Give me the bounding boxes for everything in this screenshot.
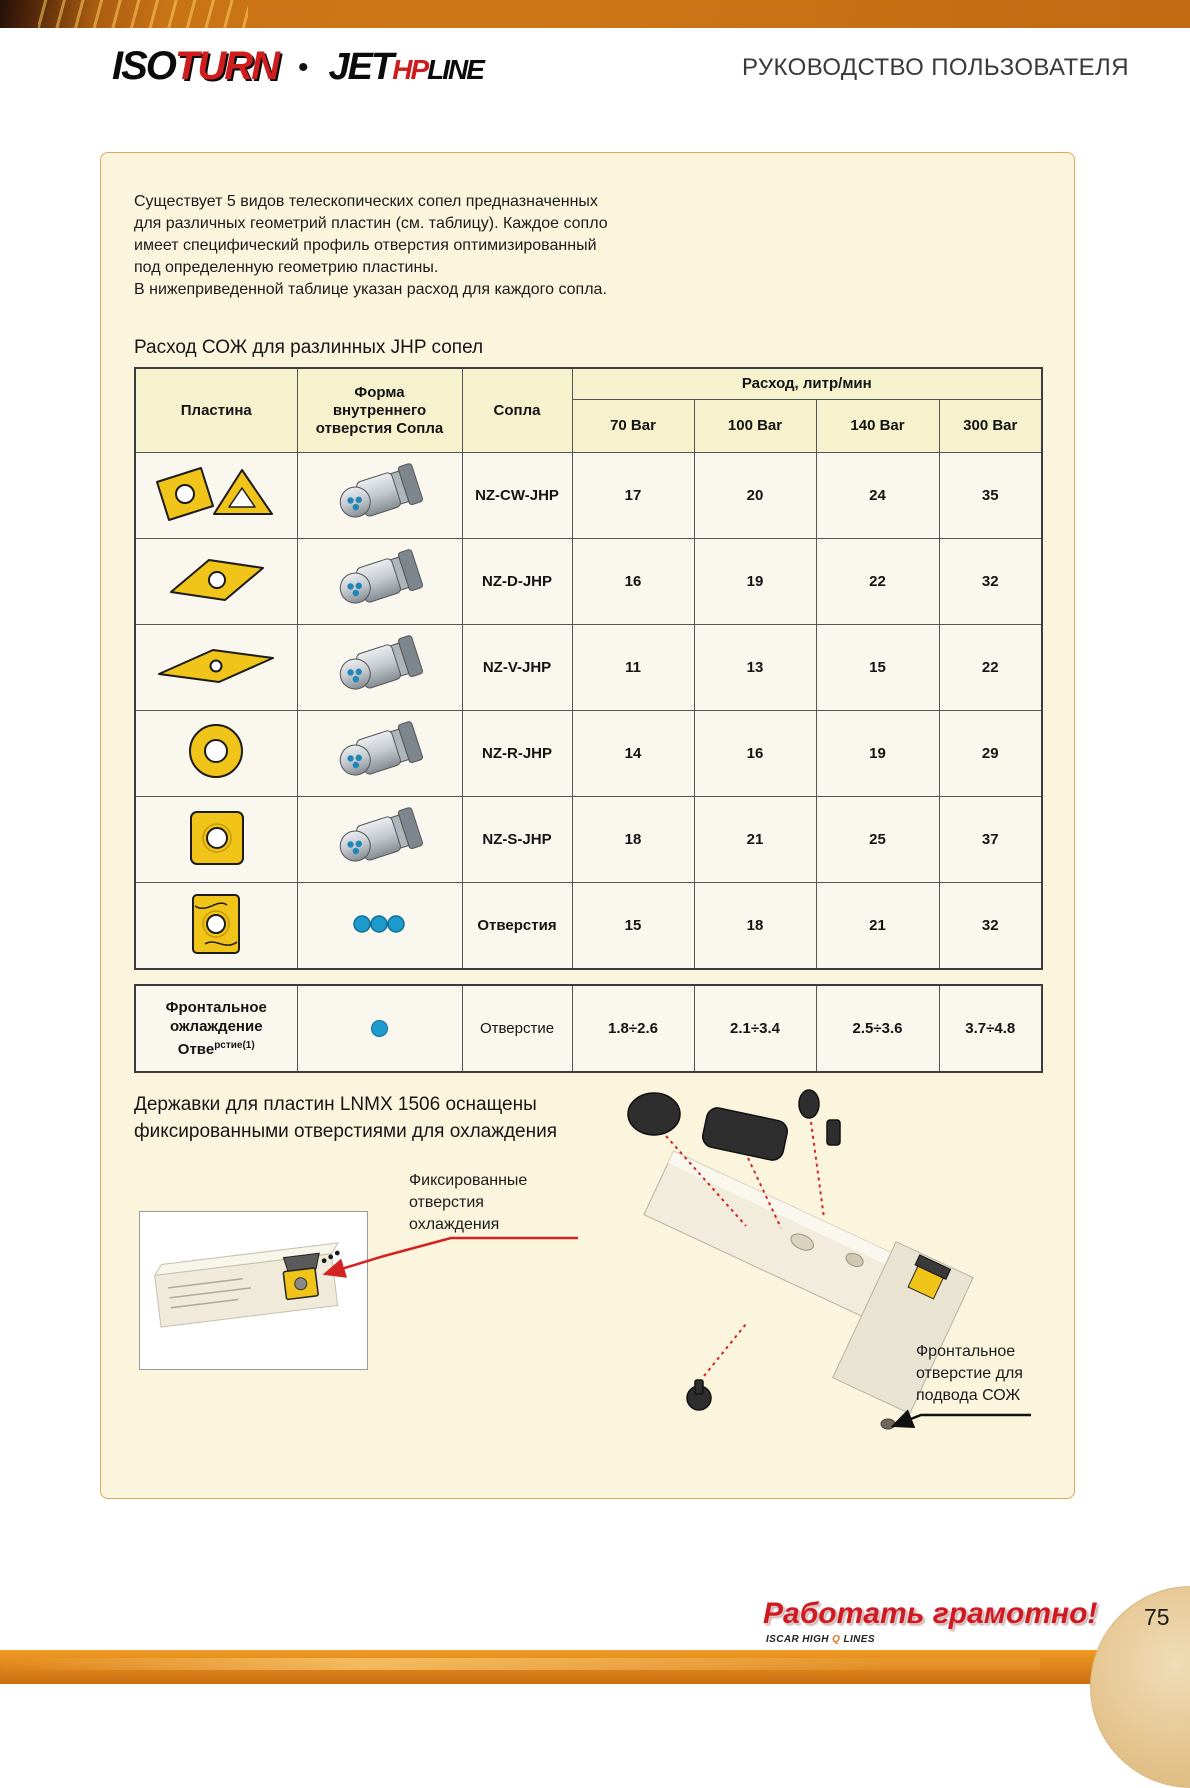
flow-300bar-cell: 35 [939, 453, 1042, 539]
nozzle-shape-cell [297, 539, 462, 625]
nozzle-name-cell: NZ-V-JHP [462, 625, 572, 711]
flow-100bar-cell: 21 [694, 797, 816, 883]
callout-line: Фиксированные [409, 1172, 528, 1189]
section-heading-line: фиксированными отверстиями для охлаждения [134, 1121, 557, 1142]
toolholder-photo-frame [139, 1211, 368, 1370]
flow-140bar-cell: 22 [816, 539, 939, 625]
flow-300bar-cell: 32 [939, 539, 1042, 625]
jethpline-logo-line: LINE [427, 54, 483, 85]
flow-70bar-cell: 14 [572, 711, 694, 797]
gold-swoosh-decoration [38, 0, 248, 28]
callout-line: подвода СОЖ [916, 1387, 1021, 1404]
flow-100bar-cell: 20 [694, 453, 816, 539]
nozzle-name-cell: NZ-CW-JHP [462, 453, 572, 539]
coolant-flow-table [134, 367, 1043, 970]
col-header-nozzle: Сопла [462, 368, 572, 453]
flow-300bar-cell: 32 [939, 883, 1042, 970]
isoturn-logo [112, 44, 278, 89]
frontal-cooling-row [135, 985, 1042, 1072]
callout-line: охлаждения [409, 1216, 500, 1233]
isoturn-logo-iso: ISO [112, 44, 175, 88]
header-logos [112, 44, 483, 90]
nozzle-name-cell: Отверстие [462, 985, 572, 1072]
table-row-nz-cw-jhp [135, 453, 1042, 539]
nozzle-name-cell: Отверстия [462, 883, 572, 970]
col-header-300bar: 300 Bar [939, 400, 1042, 453]
frontal-cooling-label [135, 985, 297, 1072]
nozzle-name-cell: NZ-D-JHP [462, 539, 572, 625]
flow-300bar-cell: 3.7÷4.8 [939, 985, 1042, 1072]
flow-70bar-cell: 16 [572, 539, 694, 625]
insert-shape-cell [135, 711, 297, 797]
callout-line: отверстие для [916, 1365, 1023, 1382]
frontal-label-line: Отве$^{рстие(1)}$ [177, 1040, 255, 1058]
telescopic-nozzle-icon [315, 548, 445, 612]
rhomboid-and-triangle-inserts-icon [151, 462, 281, 526]
toolholder-photo [140, 1212, 367, 1369]
telescopic-nozzle-icon [315, 462, 445, 526]
bottom-orange-band [0, 1650, 1190, 1684]
flow-70bar-cell: 11 [572, 625, 694, 711]
nozzle-shape-cell [297, 883, 462, 970]
nozzle-name-cell: NZ-R-JHP [462, 711, 572, 797]
single-hole-icon [371, 1020, 388, 1037]
document-title: РУКОВОДСТВО ПОЛЬЗОВАТЕЛЯ [742, 54, 1129, 81]
jethpline-logo [329, 46, 483, 89]
top-orange-bar [0, 0, 1190, 28]
frontal-cooling-table [134, 984, 1043, 1073]
insert-shape-cell [135, 539, 297, 625]
flow-100bar-cell: 16 [694, 711, 816, 797]
frontal-label-line: Фронтальное [165, 999, 267, 1016]
col-header-70bar: 70 Bar [572, 400, 694, 453]
intro-line: В нижеприведенной таблице указан расход для каждого сопла. [134, 281, 607, 298]
intro-paragraph [134, 191, 608, 301]
diamond-insert-icon [151, 548, 281, 612]
flow-300bar-cell: 29 [939, 711, 1042, 797]
flow-140bar-cell: 19 [816, 711, 939, 797]
col-header-shape: Форма внутреннего отверстия Сопла [297, 368, 462, 453]
flow-300bar-cell: 37 [939, 797, 1042, 883]
col-header-140bar: 140 Bar [816, 400, 939, 453]
three-holes-icon [315, 892, 445, 956]
flow-100bar-cell: 19 [694, 539, 816, 625]
table-row-nz-r-jhp [135, 711, 1042, 797]
callout-line: отверстия [409, 1194, 484, 1211]
nozzle-name-cell: NZ-S-JHP [462, 797, 572, 883]
insert-shape-cell [135, 453, 297, 539]
nozzle-shape-cell [297, 797, 462, 883]
slogan-text: Работать грамотно! [763, 1597, 1098, 1630]
table-row-nz-d-jhp [135, 539, 1042, 625]
section-heading-line: Державки для пластин LNMX 1506 оснащены [134, 1094, 537, 1115]
flow-300bar-cell: 22 [939, 625, 1042, 711]
insert-shape-cell [135, 625, 297, 711]
intro-line: имеет специфический профиль отверстия оптимизированный [134, 237, 597, 254]
nozzle-shape-cell [297, 985, 462, 1072]
jethpline-logo-jet: JET [328, 46, 393, 88]
intro-line: для различных геометрий пластин (см. таблицу). Каждое сопло [134, 215, 608, 232]
intro-line: Существует 5 видов телескопических сопел предназначенных [134, 193, 598, 210]
iscar-highqlines-logo: ISCAR HIGH Q LINES [766, 1634, 875, 1645]
table-row-nz-s-jhp [135, 797, 1042, 883]
band-shine-decoration [0, 1658, 1040, 1670]
nozzle-shape-cell [297, 453, 462, 539]
flow-70bar-cell: 18 [572, 797, 694, 883]
flow-100bar-cell: 13 [694, 625, 816, 711]
col-header-insert: Пластина [135, 368, 297, 453]
nozzle-shape-cell [297, 711, 462, 797]
telescopic-nozzle-icon [315, 634, 445, 698]
flow-140bar-cell: 24 [816, 453, 939, 539]
table-row-nz-v-jhp [135, 625, 1042, 711]
flow-70bar-cell: 15 [572, 883, 694, 970]
q-icon: Q [832, 1634, 841, 1645]
flow-100bar-cell: 18 [694, 883, 816, 970]
table-row-holes [135, 883, 1042, 970]
flow-140bar-cell: 2.5÷3.6 [816, 985, 939, 1072]
telescopic-nozzle-icon [315, 806, 445, 870]
content-panel [100, 152, 1075, 1499]
bullet-separator: • [298, 51, 309, 84]
jethpline-logo-hp: HP [392, 54, 428, 85]
flow-140bar-cell: 21 [816, 883, 939, 970]
callout-fixed-holes [409, 1170, 527, 1236]
square-insert-icon [151, 806, 281, 870]
insert-shape-cell [135, 797, 297, 883]
page-number: 75 [1144, 1604, 1170, 1630]
telescopic-nozzle-icon [315, 720, 445, 784]
flow-140bar-cell: 25 [816, 797, 939, 883]
v-diamond-insert-icon [151, 634, 281, 698]
section-heading [134, 1091, 557, 1145]
nozzle-shape-cell [297, 625, 462, 711]
flow-70bar-cell: 1.8÷2.6 [572, 985, 694, 1072]
lnmx-tangential-insert-icon [151, 892, 281, 956]
insert-shape-cell [135, 883, 297, 970]
callout-frontal-hole [916, 1341, 1023, 1407]
intro-line: под определенную геометрию пластины. [134, 259, 439, 276]
col-header-flow-group: Расход, литр/мин [572, 368, 1042, 400]
frontal-label-line: ожлаждение [169, 1018, 263, 1035]
table-title: Расход СОЖ для разлинных JHP сопел [134, 337, 484, 358]
col-header-100bar: 100 Bar [694, 400, 816, 453]
flow-100bar-cell: 2.1÷3.4 [694, 985, 816, 1072]
round-insert-icon [151, 720, 281, 784]
isoturn-logo-turn: TURN [174, 44, 278, 88]
flow-140bar-cell: 15 [816, 625, 939, 711]
flow-70bar-cell: 17 [572, 453, 694, 539]
callout-line: Фронтальное [916, 1343, 1016, 1360]
page-corner-circle [1090, 1586, 1190, 1788]
